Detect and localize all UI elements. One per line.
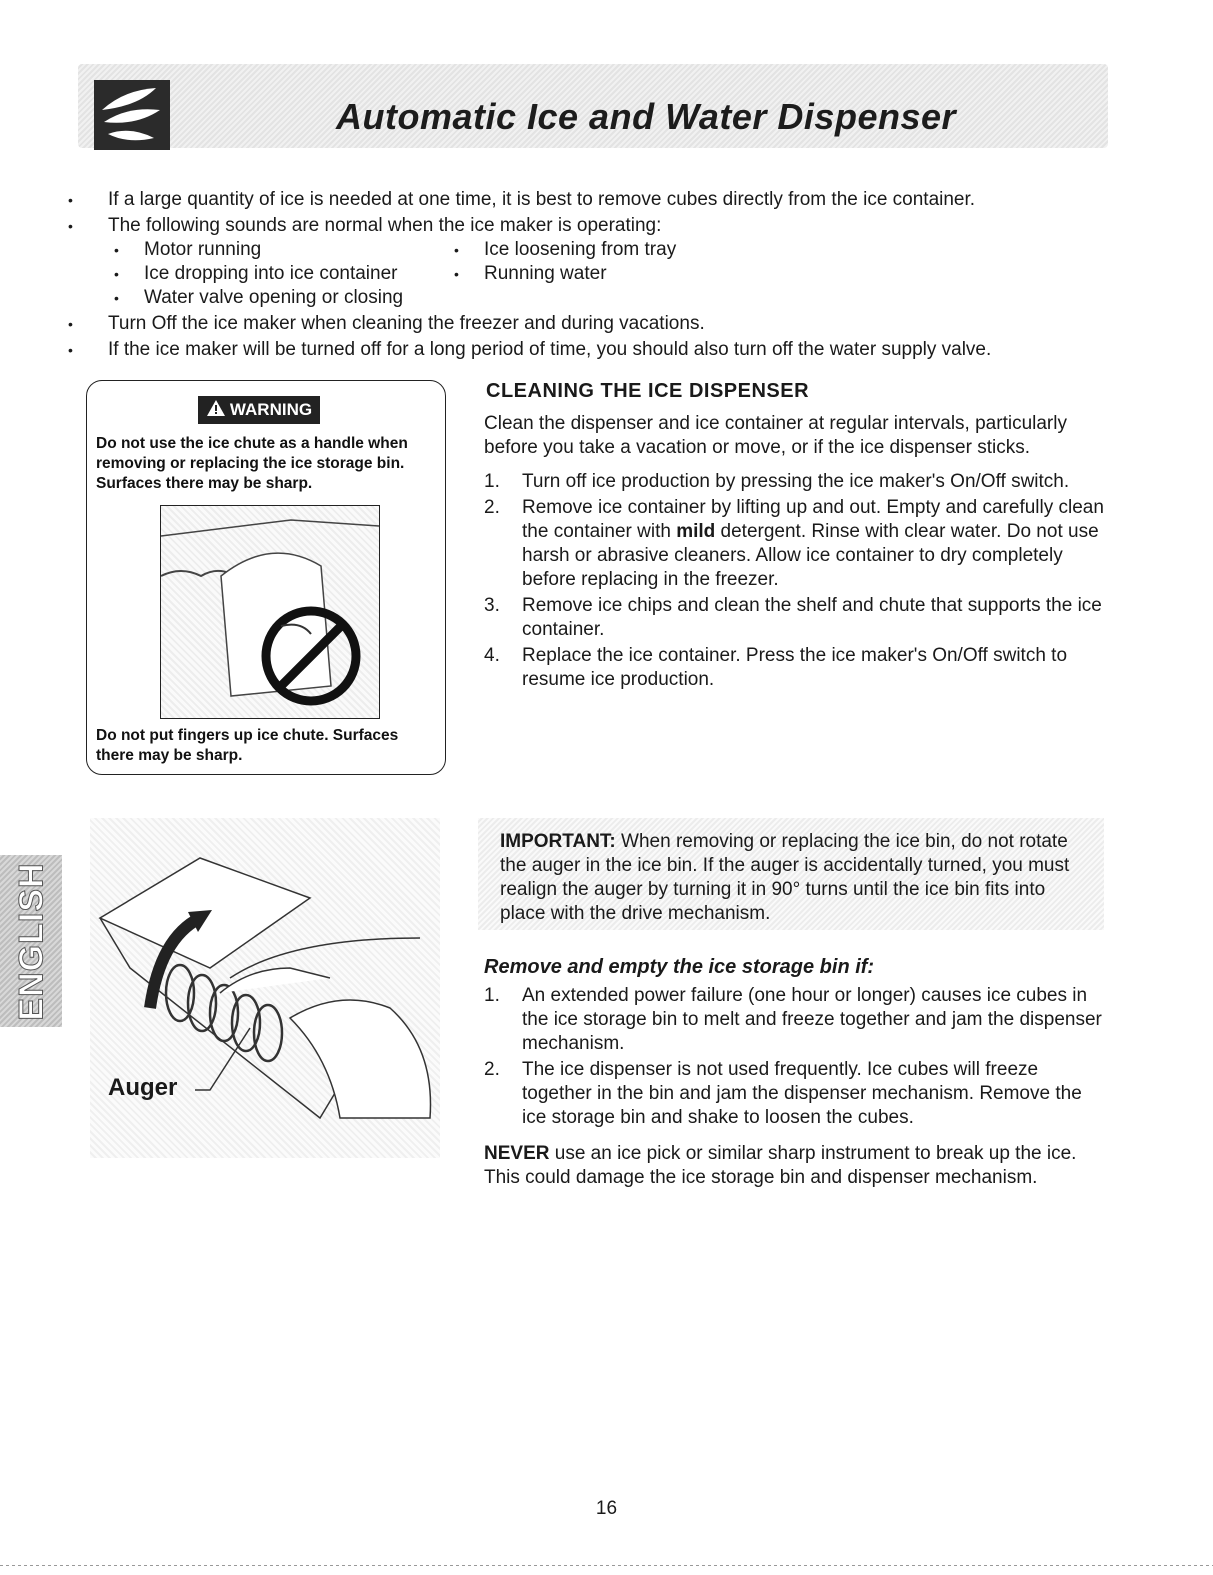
- page-number: 16: [595, 1498, 618, 1519]
- cleaning-heading: CLEANING THE ICE DISPENSER: [486, 380, 810, 402]
- never-note: NEVER use an ice pick or similar sharp instrument to break up the ice. This could damage the ice storage bin and dispenser mechanism.: [484, 1143, 1077, 1188]
- cleaning-intro: Clean the dispenser and ice container at regular intervals, particularly before you take a vacation or move, or if the ice dispenser sticks.: [484, 413, 1067, 458]
- important-text: IMPORTANT: When removing or replacing the ice bin, do not rotate the auger in the ice bin. If the auger is accidentally turned, you must realign the auger by turning it in 90° turns until the ice bin fits into place with the drive mechanism.: [500, 831, 1070, 924]
- remove-step: 2. The ice dispenser is not used frequently. Ice cubes will freeze together in the bin and jam the dispenser mechanism. Remove the ice storage bin and shake to loosen the cubes.: [484, 1059, 1082, 1128]
- intro-bullet: • Turn Off the ice maker when cleaning the freezer and during vacations.: [108, 312, 1108, 336]
- intro-bullet: • If a large quantity of ice is needed at one time, it is best to remove cubes directly from the ice container.: [108, 188, 1108, 212]
- warning-text-bottom: Do not put fingers up ice chute. Surfaces there may be sharp.: [96, 727, 399, 764]
- sound-item: • Running water: [484, 262, 607, 286]
- warning-badge: [198, 396, 320, 424]
- page-title: Automatic Ice and Water Dispenser: [336, 96, 957, 137]
- intro-bullet: • If the ice maker will be turned off for a long period of time, you should also turn off the water supply valve.: [108, 338, 1108, 362]
- cleaning-step: 4. Replace the ice container. Press the ice maker's On/Off switch to resume ice production.: [484, 645, 1068, 690]
- warning-triangle-icon: [206, 399, 226, 422]
- ice-leaf-icon: [94, 80, 170, 150]
- intro-bullet: • The following sounds are normal when the ice maker is operating:: [108, 214, 1108, 238]
- auger-label: Auger: [108, 1074, 178, 1101]
- sound-item: • Water valve opening or closing: [144, 286, 403, 310]
- footer-rule: [0, 1565, 1213, 1566]
- sound-item: • Motor running: [144, 238, 261, 262]
- cleaning-step: 2. Remove ice container by lifting up and out. Empty and carefully clean the container with mild detergent. Rinse with clear water. Do not use harsh or abrasive cleaners. Allow ice container to dry completely before replacing in the freezer.: [484, 497, 1104, 590]
- sound-item: • Ice loosening from tray: [484, 238, 676, 262]
- sound-item: • Ice dropping into ice container: [144, 262, 398, 286]
- warning-text-top: Do not use the ice chute as a handle when removing or replacing the ice storage bin. Surfaces there may be sharp.: [96, 435, 408, 492]
- auger-illustration: [90, 818, 440, 1158]
- cleaning-step: 3. Remove ice chips and clean the shelf and chute that supports the ice container.: [484, 595, 1102, 640]
- cleaning-step: 1. Turn off ice production by pressing the ice maker's On/Off switch.: [484, 471, 1070, 492]
- warning-label: WARNING: [229, 400, 313, 419]
- remove-step: 1. An extended power failure (one hour or longer) causes ice cubes in the ice storage bin to melt and freeze together and jam the dispenser mechanism.: [484, 985, 1102, 1054]
- remove-heading: Remove and empty the ice storage bin if:: [484, 956, 875, 978]
- ice-chute-illustration: [160, 505, 380, 719]
- language-tab-label: ENGLISH: [12, 862, 51, 1021]
